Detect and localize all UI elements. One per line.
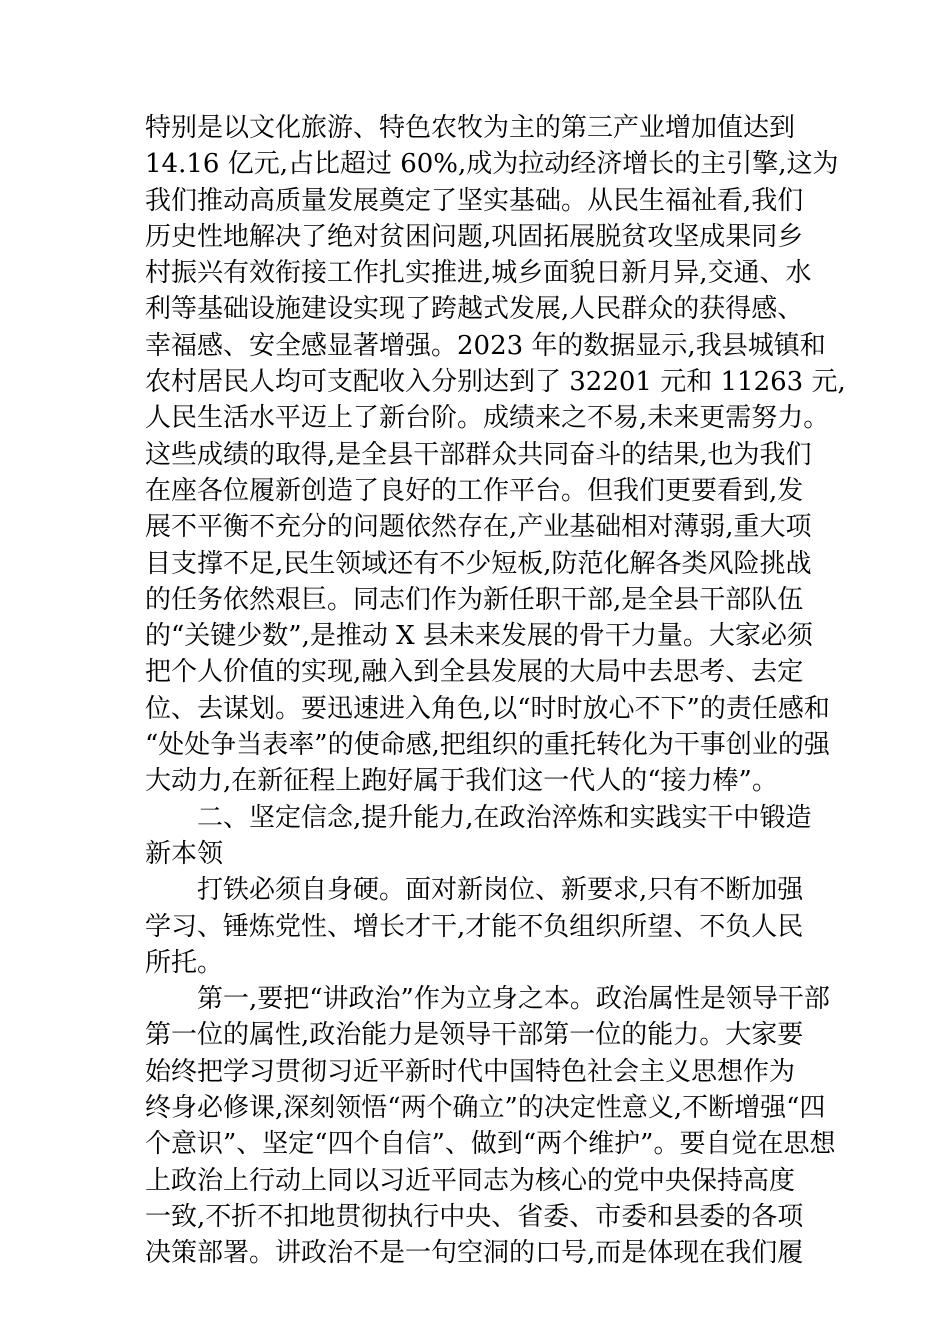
text-line: 打铁必须自身硬。面对新岗位、新要求,只有不断加强 bbox=[197, 875, 804, 906]
text-line: 终身必修课,深刻领悟“两个确立”的决定性意义,不断增强“四 bbox=[145, 1093, 826, 1124]
text-line: 目支撑不足,民生领域还有不少短板,防范化解各类风险挑战 bbox=[145, 548, 812, 579]
text-line: 特别是以文化旅游、特色农牧为主的第三产业增加值达到 bbox=[145, 113, 796, 143]
document-body bbox=[145, 110, 846, 1272]
text-line: 农村居民人均可支配收入分别达到了 32201 元和 11263 元, bbox=[145, 367, 846, 398]
text-line: 在座各位履新创造了良好的工作平台。但我们更要看到,发 bbox=[145, 475, 804, 506]
text-line: “处处争当表率”的使命感,把组织的重托转化为干事创业的强 bbox=[145, 730, 830, 761]
text-line: 位、去谋划。要迅速进入角色,以“时时放心不下”的责任感和 bbox=[145, 693, 830, 724]
text-line: 历史性地解决了绝对贫困问题,巩固拓展脱贫攻坚成果同乡 bbox=[145, 221, 804, 252]
text-line: 第一位的属性,政治能力是领导干部第一位的能力。大家要 bbox=[145, 1020, 804, 1051]
text-line: 的“关键少数”,是推动 X 县未来发展的骨干力量。大家必须 bbox=[145, 621, 813, 652]
text-line: 把个人价值的实现,融入到全县发展的大局中去思考、去定 bbox=[145, 657, 804, 688]
text-line: 一致,不折不扣地贯彻执行中央、省委、市委和县委的各项 bbox=[145, 1201, 804, 1232]
text-line: 大动力,在新征程上跑好属于我们这一代人的“接力棒”。 bbox=[145, 766, 778, 797]
text-line: 展不平衡不充分的问题依然存在,产业基础相对薄弱,重大项 bbox=[145, 512, 812, 543]
text-line: 第一,要把“讲政治”作为立身之本。政治属性是领导干部 bbox=[197, 984, 830, 1015]
text-line: 人民生活水平迈上了新台阶。成绩来之不易,未来更需努力。 bbox=[145, 403, 830, 434]
text-line: 个意识”、坚定“四个自信”、做到“两个维护”。要自觉在思想 bbox=[145, 1129, 836, 1160]
text-line: 我们推动高质量发展奠定了坚实基础。从民生福祉看,我们 bbox=[145, 185, 804, 216]
text-line: 14.16 亿元,占比超过 60%,成为拉动经济增长的主引擎,这为 bbox=[145, 149, 839, 180]
text-line: 所托。 bbox=[145, 947, 224, 978]
text-line: 幸福感、安全感显著增强。2023 年的数据显示,我县城镇和 bbox=[145, 330, 826, 361]
text-line: 上政治上行动上同以习近平同志为核心的党中央保持高度 bbox=[145, 1165, 796, 1196]
text-line: 决策部署。讲政治不是一句空洞的口号,而是体现在我们履 bbox=[145, 1238, 804, 1269]
text-line: 二、坚定信念,提升能力,在政治淬炼和实践实干中锻造 bbox=[197, 802, 812, 833]
text-line: 始终把学习贯彻习近平新时代中国特色社会主义思想作为 bbox=[145, 1056, 796, 1087]
text-line: 利等基础设施建设实现了跨越式发展,人民群众的获得感、 bbox=[145, 294, 804, 325]
text-line: 这些成绩的取得,是全县干部群众共同奋斗的结果,也为我们 bbox=[145, 439, 812, 470]
text-line: 的任务依然艰巨。同志们作为新任职干部,是全县干部队伍 bbox=[145, 584, 804, 615]
text-line: 村振兴有效衔接工作扎实推进,城乡面貌日新月异,交通、水 bbox=[145, 258, 812, 289]
text-line: 新本领 bbox=[145, 838, 224, 869]
text-line: 学习、锤炼党性、增长才干,才能不负组织所望、不负人民 bbox=[145, 911, 804, 942]
